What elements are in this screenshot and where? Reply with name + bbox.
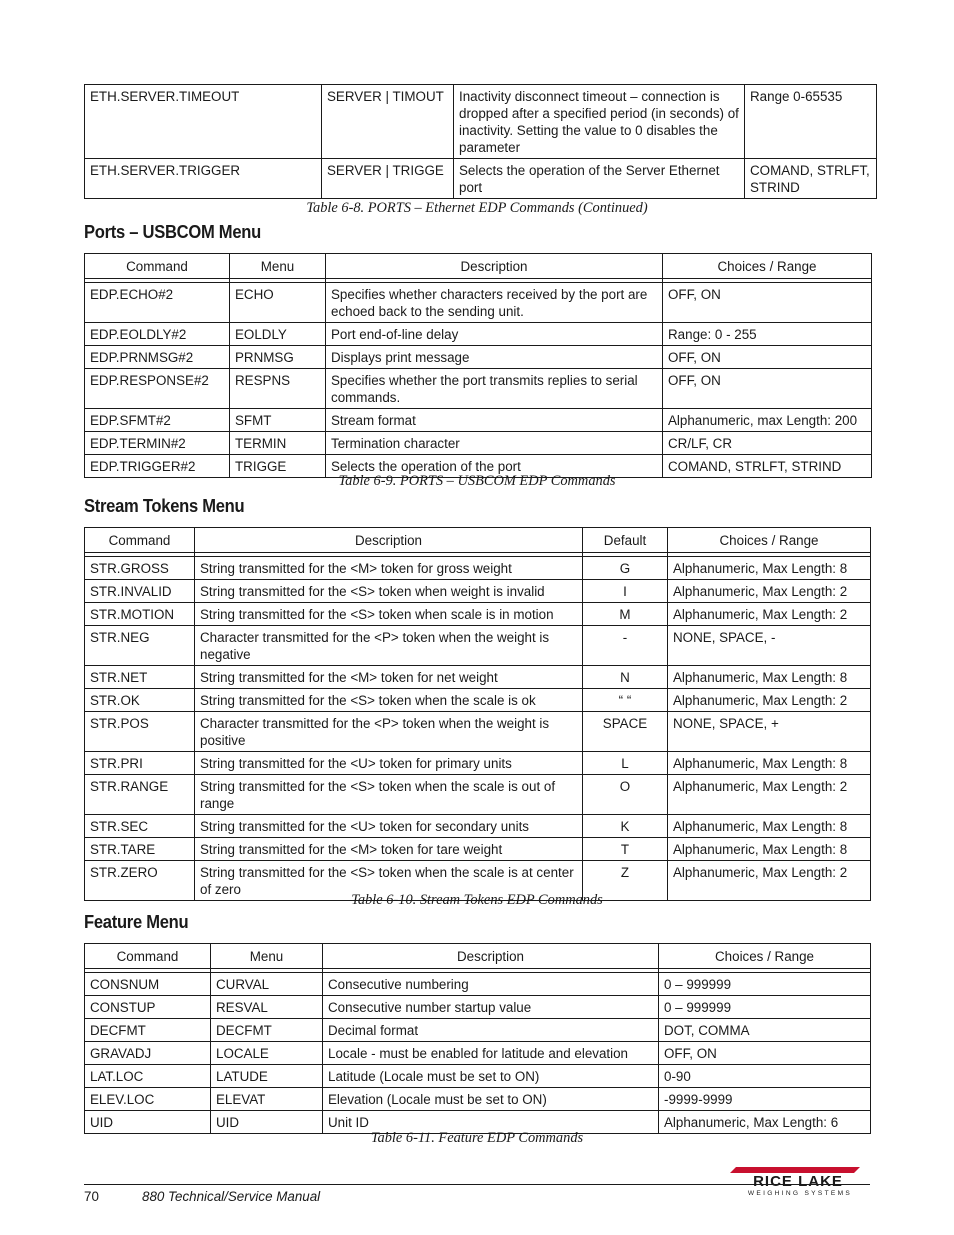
table-cell: EDP.TRIGGER#2 [85, 455, 230, 478]
table-cell: Termination character [326, 432, 663, 455]
table-cell: PRNMSG [230, 346, 326, 369]
table-cell: ECHO [230, 283, 326, 323]
table-row [85, 346, 872, 369]
table-cell: String transmitted for the <M> token for net weight [195, 666, 583, 689]
table-cell: Displays print message [326, 346, 663, 369]
table-cell: L [583, 752, 668, 775]
table-cell: Alphanumeric, Max Length: 2 [668, 775, 871, 815]
table-header-row [85, 944, 871, 969]
table-row [85, 712, 871, 752]
column-header: Command [85, 254, 230, 279]
usbcom-edp-table [84, 253, 872, 478]
table-cell: STR.ZERO [85, 861, 195, 901]
table-cell: String transmitted for the <U> token for primary units [195, 752, 583, 775]
table-cell: EDP.SFMT#2 [85, 409, 230, 432]
table-cell: -9999-9999 [659, 1088, 871, 1111]
table-row [85, 580, 871, 603]
table-cell: OFF, ON [663, 283, 872, 323]
column-header: Menu [211, 944, 323, 969]
table-cell: ETH.SERVER.TRIGGER [85, 159, 322, 199]
table-cell: STR.GROSS [85, 557, 195, 580]
table-cell: OFF, ON [663, 346, 872, 369]
column-header: Description [326, 254, 663, 279]
table-cell: COMAND, STRLFT, STRIND [745, 159, 877, 199]
table-cell: Alphanumeric, Max Length: 2 [668, 603, 871, 626]
table-row [85, 409, 872, 432]
table-cell: EDP.TERMIN#2 [85, 432, 230, 455]
table-row [85, 626, 871, 666]
table-cell: Alphanumeric, Max Length: 8 [668, 838, 871, 861]
manual-title: 880 Technical/Service Manual [142, 1189, 321, 1204]
table-cell: Unit ID [323, 1111, 659, 1134]
column-header: Command [85, 944, 211, 969]
table-cell: String transmitted for the <U> token for secondary units [195, 815, 583, 838]
table-cell: RESPNS [230, 369, 326, 409]
table-cell: OFF, ON [663, 369, 872, 409]
table-row [85, 283, 872, 323]
table-cell: String transmitted for the <S> token when the scale is ok [195, 689, 583, 712]
table-row [85, 1019, 871, 1042]
column-header: Default [583, 528, 668, 553]
table-cell: String transmitted for the <S> token when weight is invalid [195, 580, 583, 603]
table-cell: Alphanumeric, Max Length: 2 [668, 861, 871, 901]
table-cell: STR.RANGE [85, 775, 195, 815]
table-cell: EDP.EOLDLY#2 [85, 323, 230, 346]
table-row [85, 689, 871, 712]
table-cell: STR.POS [85, 712, 195, 752]
table-cell: Decimal format [323, 1019, 659, 1042]
table-row [85, 838, 871, 861]
table-cell: STR.TARE [85, 838, 195, 861]
rice-lake-logo [730, 1167, 866, 1197]
table-cell: String transmitted for the <M> token for gross weight [195, 557, 583, 580]
table-cell: SFMT [230, 409, 326, 432]
table-cell: Stream format [326, 409, 663, 432]
table-cell: EDP.ECHO#2 [85, 283, 230, 323]
table-row [85, 603, 871, 626]
table-cell: String transmitted for the <M> token for tare weight [195, 838, 583, 861]
table-row [85, 775, 871, 815]
section-heading-feature: Feature Menu [84, 912, 189, 932]
table-cell: CONSTUP [85, 996, 211, 1019]
table-cell: Alphanumeric, max Length: 200 [663, 409, 872, 432]
table-cell: UID [85, 1111, 211, 1134]
table-cell: SERVER | TRIGGE [322, 159, 454, 199]
column-header: Description [323, 944, 659, 969]
table-cell: EOLDLY [230, 323, 326, 346]
table-cell: STR.SEC [85, 815, 195, 838]
logo-subtext: WEIGHING SYSTEMS [747, 1190, 853, 1197]
column-header: Menu [230, 254, 326, 279]
column-header: Command [85, 528, 195, 553]
table-cell: Character transmitted for the <P> token when the weight is positive [195, 712, 583, 752]
table-cell: DECFMT [211, 1019, 323, 1042]
table-cell: Port end-of-line delay [326, 323, 663, 346]
table-cell: STR.PRI [85, 752, 195, 775]
table-cell: String transmitted for the <S> token when the scale is out of range [195, 775, 583, 815]
table-cell: T [583, 838, 668, 861]
table-cell: ETH.SERVER.TIMEOUT [85, 85, 322, 159]
table-cell: 0 – 999999 [659, 996, 871, 1019]
table-cell: DOT, COMMA [659, 1019, 871, 1042]
table-cell: N [583, 666, 668, 689]
table-cell: EDP.RESPONSE#2 [85, 369, 230, 409]
table-cell: Range: 0 - 255 [663, 323, 872, 346]
table-cell: OFF, ON [659, 1042, 871, 1065]
table-caption-6-11: Table 6-11. Feature EDP Commands [370, 1130, 584, 1146]
table-row [85, 666, 871, 689]
table-cell: “ “ [583, 689, 668, 712]
column-header: Choices / Range [668, 528, 871, 553]
table-cell: - [583, 626, 668, 666]
table-row [85, 432, 872, 455]
table-cell: 0 – 999999 [659, 973, 871, 996]
table-cell: Selects the operation of the Server Ethernet port [454, 159, 745, 199]
page-number: 70 [84, 1189, 99, 1204]
table-cell: UID [211, 1111, 323, 1134]
table-row [85, 159, 877, 199]
table-cell: STR.MOTION [85, 603, 195, 626]
table-cell: SERVER | TIMOUT [322, 85, 454, 159]
table-cell: Consecutive number startup value [323, 996, 659, 1019]
column-header: Description [195, 528, 583, 553]
table-row [85, 973, 871, 996]
table-cell: CURVAL [211, 973, 323, 996]
table-cell: TERMIN [230, 432, 326, 455]
ethernet-edp-table-continued [84, 84, 877, 199]
table-cell: 0-90 [659, 1065, 871, 1088]
table-cell: K [583, 815, 668, 838]
table-cell: Inactivity disconnect timeout – connection is dropped after a specified period (in seconds) of inactivity. Setting the value to 0 disables the parameter [454, 85, 745, 159]
table-cell: Character transmitted for the <P> token when the weight is negative [195, 626, 583, 666]
table-row [85, 323, 872, 346]
table-caption-6-8: Table 6-8. PORTS – Ethernet EDP Commands (Continued) [306, 200, 648, 216]
table-caption-6-10: Table 6-10. Stream Tokens EDP Commands [351, 892, 603, 908]
table-cell: Elevation (Locale must be set to ON) [323, 1088, 659, 1111]
table-row [85, 996, 871, 1019]
table-cell: Alphanumeric, Max Length: 2 [668, 689, 871, 712]
table-caption-6-9: Table 6-9. PORTS – USBCOM EDP Commands [338, 473, 616, 489]
table-cell: NONE, SPACE, - [668, 626, 871, 666]
table-header-row [85, 528, 871, 553]
table-header-row [85, 254, 872, 279]
table-cell: Range 0-65535 [745, 85, 877, 159]
table-cell: STR.NEG [85, 626, 195, 666]
table-cell: Alphanumeric, Max Length: 8 [668, 666, 871, 689]
section-heading-usbcom: Ports – USBCOM Menu [84, 222, 261, 242]
feature-edp-table [84, 943, 871, 1134]
table-cell: M [583, 603, 668, 626]
table-cell: CONSNUM [85, 973, 211, 996]
table-row [85, 85, 877, 159]
table-cell: G [583, 557, 668, 580]
table-cell: Alphanumeric, Max Length: 8 [668, 752, 871, 775]
table-cell: Alphanumeric, Max Length: 6 [659, 1111, 871, 1134]
table-cell: LAT.LOC [85, 1065, 211, 1088]
table-cell: Consecutive numbering [323, 973, 659, 996]
table-cell: String transmitted for the <S> token when the scale is at center of zero [195, 861, 583, 901]
table-cell: COMAND, STRLFT, STRIND [663, 455, 872, 478]
table-cell: DECFMT [85, 1019, 211, 1042]
stream-tokens-edp-table [84, 527, 871, 901]
table-cell: STR.INVALID [85, 580, 195, 603]
table-cell: LOCALE [211, 1042, 323, 1065]
table-cell: Selects the operation of the port [326, 455, 663, 478]
logo-wordmark: RICE LAKE [753, 1173, 843, 1190]
table-cell: RESVAL [211, 996, 323, 1019]
table-cell: I [583, 580, 668, 603]
table-row [85, 369, 872, 409]
table-cell: Specifies whether characters received by the port are echoed back to the sending unit. [326, 283, 663, 323]
table-row [85, 557, 871, 580]
table-row [85, 1042, 871, 1065]
table-row [85, 752, 871, 775]
table-cell: Latitude (Locale must be set to ON) [323, 1065, 659, 1088]
table-cell: ELEV.LOC [85, 1088, 211, 1111]
table-cell: LATUDE [211, 1065, 323, 1088]
table-row [85, 1065, 871, 1088]
table-cell: STR.OK [85, 689, 195, 712]
table-cell: EDP.PRNMSG#2 [85, 346, 230, 369]
table-cell: Alphanumeric, Max Length: 2 [668, 580, 871, 603]
column-header: Choices / Range [663, 254, 872, 279]
column-header: Choices / Range [659, 944, 871, 969]
table-cell: Z [583, 861, 668, 901]
table-cell: SPACE [583, 712, 668, 752]
table-cell: O [583, 775, 668, 815]
table-cell: String transmitted for the <S> token when scale is in motion [195, 603, 583, 626]
table-cell: NONE, SPACE, + [668, 712, 871, 752]
table-cell: CR/LF, CR [663, 432, 872, 455]
table-row [85, 1088, 871, 1111]
table-cell: Alphanumeric, Max Length: 8 [668, 557, 871, 580]
table-cell: Locale - must be enabled for latitude and elevation [323, 1042, 659, 1065]
table-cell: STR.NET [85, 666, 195, 689]
table-cell: ELEVAT [211, 1088, 323, 1111]
section-heading-stream-tokens: Stream Tokens Menu [84, 496, 245, 516]
table-row [85, 815, 871, 838]
table-cell: Alphanumeric, Max Length: 8 [668, 815, 871, 838]
table-cell: Specifies whether the port transmits replies to serial commands. [326, 369, 663, 409]
table-cell: TRIGGE [230, 455, 326, 478]
table-cell: GRAVADJ [85, 1042, 211, 1065]
